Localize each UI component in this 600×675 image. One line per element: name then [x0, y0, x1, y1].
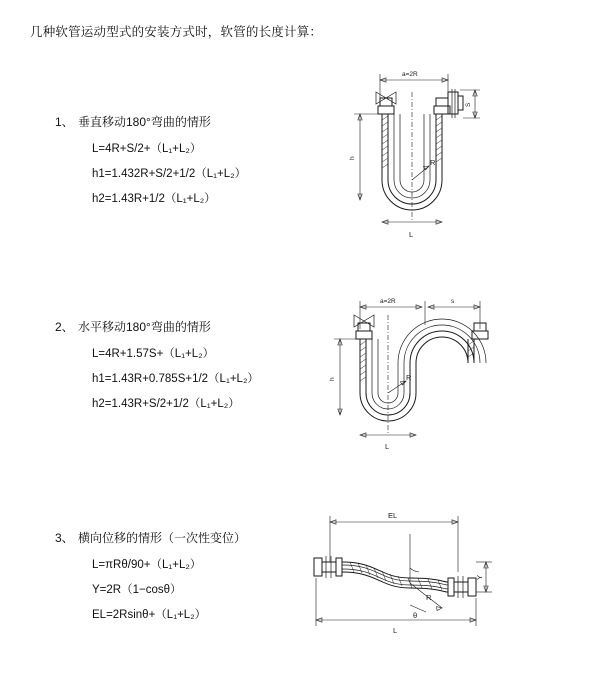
section-2-formula-3: h2=1.43R+S/2+1/2（L₁+L₂）: [92, 398, 240, 410]
figure-horizontal-180: [310, 285, 500, 460]
section-3-formula-1: L=πRθ/90+（L₁+L₂）: [92, 559, 202, 571]
svg-text:s: s: [451, 298, 455, 305]
svg-text:EL: EL: [388, 511, 398, 520]
section-1-formula-1: L=4R+S/2+（L₁+L₂）: [92, 143, 202, 155]
figure-lateral-offset: [300, 500, 500, 635]
section-3-formula-3: EL=2Rsinθ+（L₁+L₂）: [92, 609, 207, 621]
section-1-title: 垂直移动180°弯曲的情形: [78, 115, 211, 129]
svg-text:a=2R: a=2R: [380, 298, 396, 305]
svg-text:R: R: [430, 158, 436, 167]
svg-text:R: R: [426, 593, 432, 602]
svg-text:a=2R: a=2R: [402, 71, 418, 78]
section-3-index: 3、: [55, 531, 74, 545]
svg-text:L: L: [385, 442, 390, 451]
svg-text:S: S: [465, 102, 472, 107]
svg-text:L: L: [409, 230, 414, 239]
svg-text:h: h: [349, 156, 356, 160]
section-2-index: 2、: [55, 320, 74, 334]
section-1-formula-3: h2=1.43R+1/2（L₁+L₂）: [92, 193, 216, 205]
figure-vertical-180: [320, 62, 500, 262]
svg-text:L: L: [393, 626, 398, 635]
section-3-formula-2: Y=2R（1−cosθ）: [92, 584, 182, 596]
svg-text:Y: Y: [475, 574, 484, 580]
page-title: 几种软管运动型式的安装方式时，软管的长度计算：: [30, 25, 323, 39]
section-2-title: 水平移动180°弯曲的情形: [78, 320, 211, 334]
section-2-formula-1: L=4R+1.57S+（L₁+L₂）: [92, 348, 215, 360]
section-1-index: 1、: [55, 115, 74, 129]
section-3-title: 横向位移的情形（一次性变位）: [78, 531, 247, 545]
section-1-formula-2: h1=1.432R+S/2+1/2（L₁+L₂）: [92, 168, 247, 180]
svg-text:R: R: [406, 373, 412, 382]
section-2-formula-2: h1=1.43R+0.785S+1/2（L₁+L₂）: [92, 373, 259, 385]
svg-text:h: h: [329, 377, 336, 381]
svg-text:θ: θ: [413, 611, 418, 620]
